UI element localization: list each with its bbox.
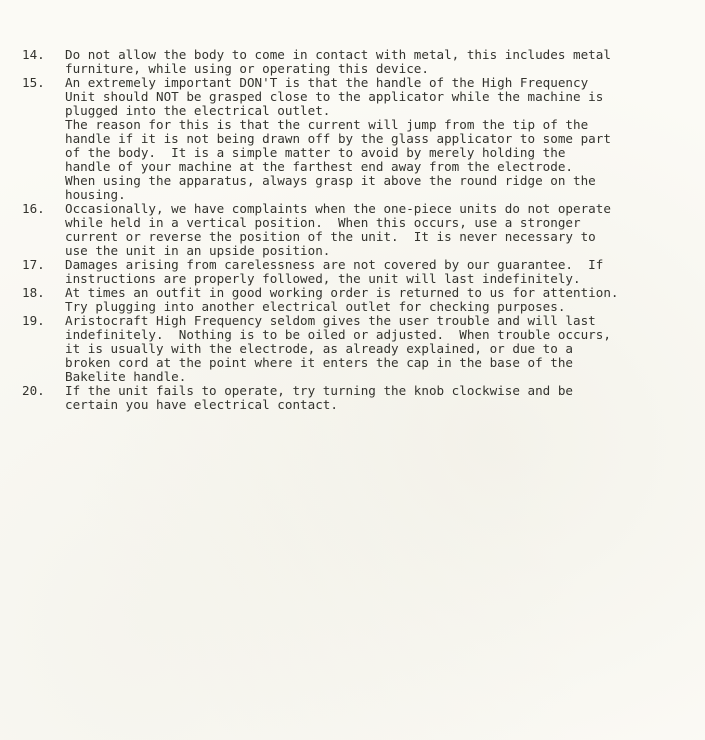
item-number: 14. xyxy=(22,47,45,62)
text-line: certain you have electrical contact. xyxy=(65,397,338,412)
item-number: 20. xyxy=(22,383,45,398)
item-text xyxy=(65,314,692,384)
text-line: current or reverse the position of the unit. It is never necessary to xyxy=(65,229,596,244)
instruction-list xyxy=(22,48,692,412)
text-line: housing. xyxy=(65,187,126,202)
text-line: handle if it is not being drawn off by the glass applicator to some part xyxy=(65,131,611,146)
text-line: At times an outfit in good working order is returned to us for attention. xyxy=(65,285,619,300)
text-line: If the unit fails to operate, try turning the knob clockwise and be xyxy=(65,383,573,398)
text-line: Bakelite handle. xyxy=(65,369,187,384)
text-line: Aristocraft High Frequency seldom gives the user trouble and will last xyxy=(65,313,596,328)
item-number: 17. xyxy=(22,257,45,272)
item-text xyxy=(65,258,692,286)
item-number: 15. xyxy=(22,75,45,90)
text-line: An extremely important DON'T is that the handle of the High Frequency xyxy=(65,75,589,90)
text-line: When using the apparatus, always grasp it above the round ridge on the xyxy=(65,173,596,188)
text-line: The reason for this is that the current will jump from the tip of the xyxy=(65,117,589,132)
item-text xyxy=(65,384,692,412)
item-number: 16. xyxy=(22,201,45,216)
item-number: 19. xyxy=(22,313,45,328)
text-line: broken cord at the point where it enters the cap in the base of the xyxy=(65,355,573,370)
text-line: Do not allow the body to come in contact with metal, this includes metal xyxy=(65,47,611,62)
text-line: Unit should NOT be grasped close to the applicator while the machine is xyxy=(65,89,604,104)
list-item xyxy=(22,384,692,412)
list-item xyxy=(22,202,692,258)
item-text xyxy=(65,286,692,314)
text-line: Damages arising from carelessness are not covered by our guarantee. If xyxy=(65,257,604,272)
list-item xyxy=(22,286,692,314)
text-line: instructions are properly followed, the unit will last indefinitely. xyxy=(65,271,581,286)
text-line: while held in a vertical position. When this occurs, use a stronger xyxy=(65,215,581,230)
list-item xyxy=(22,258,692,286)
item-text xyxy=(65,48,692,76)
text-line: plugged into the electrical outlet. xyxy=(65,103,331,118)
text-line: Occasionally, we have complaints when the one-piece units do not operate xyxy=(65,201,611,216)
text-line: use the unit in an upside position. xyxy=(65,243,331,258)
text-line: of the body. It is a simple matter to avoid by merely holding the xyxy=(65,145,566,160)
item-number: 18. xyxy=(22,285,45,300)
item-text xyxy=(65,202,692,258)
text-line: furniture, while using or operating this device. xyxy=(65,61,429,76)
text-line: indefinitely. Nothing is to be oiled or adjusted. When trouble occurs, xyxy=(65,327,611,342)
item-text xyxy=(65,76,692,202)
text-line: Try plugging into another electrical outlet for checking purposes. xyxy=(65,299,566,314)
text-line: handle of your machine at the farthest end away from the electrode. xyxy=(65,159,573,174)
list-item xyxy=(22,48,692,76)
list-item xyxy=(22,314,692,384)
text-line: it is usually with the electrode, as already explained, or due to a xyxy=(65,341,573,356)
list-item xyxy=(22,76,692,202)
